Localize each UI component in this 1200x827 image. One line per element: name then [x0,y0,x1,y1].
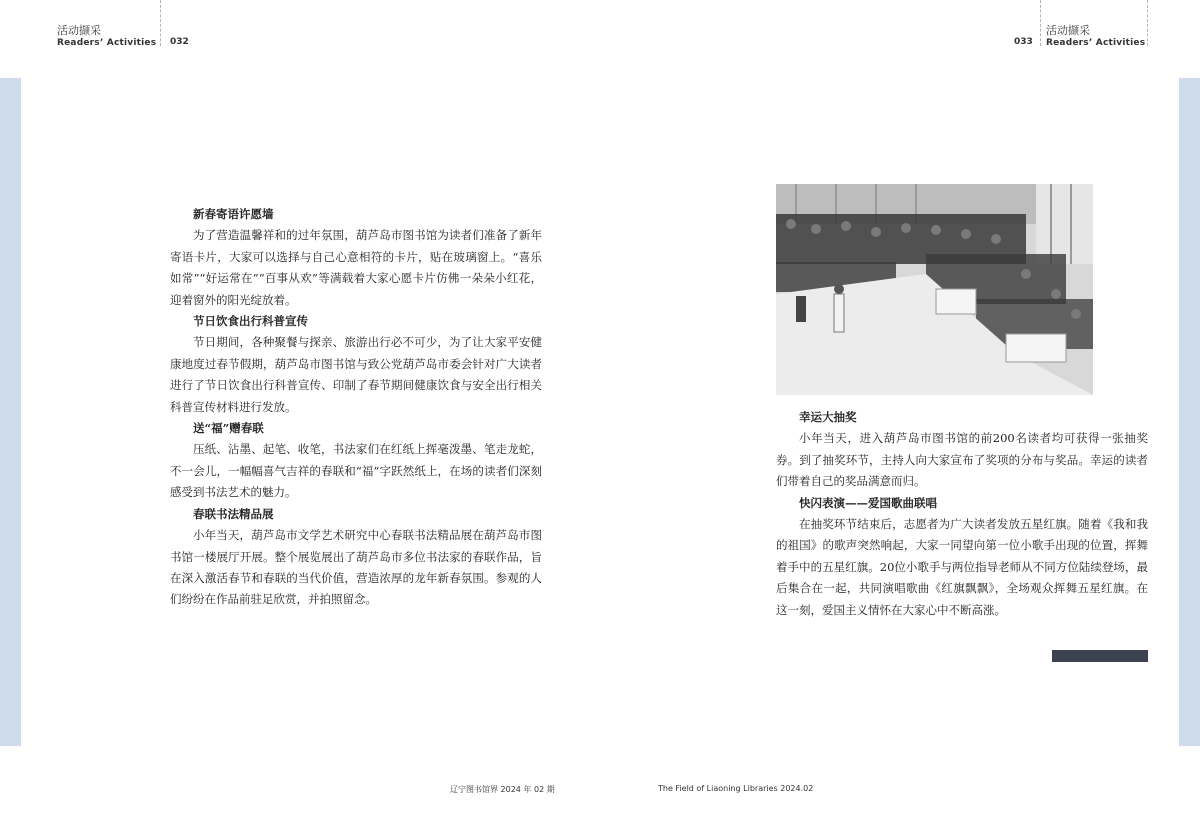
left-article-column [170,204,542,611]
header-left [57,0,156,47]
section-heading: 幸运大抽奖 [799,410,857,424]
event-photo [776,184,1093,395]
footer-right: The Field of Liaoning Libraries 2024.02 [658,784,814,793]
section-paragraph: 小年当天，进入葫芦岛市图书馆的前200名读者均可获得一张抽奖券。到了抽奖环节，主持人向大家宣布了奖项的分布与奖品。幸运的读者们带着自己的奖品满意而归。 [776,431,1148,489]
section-heading: 春联书法精品展 [193,506,274,521]
section-english: Readers’ Activities [57,38,157,48]
section-paragraph: 为了营造温馨祥和的过年氛围，葫芦岛市图书馆为读者们准备了新年寄语卡片，大家可以选择与自己心意相符的卡片，贴在玻璃窗上。“喜乐如常”“好运常在”“百事从欢”等满载着大家心愿卡片仿佛一朵朵小红花，迎着窗外的阳光绽放着。 [170,228,542,307]
section-paragraph: 压纸、沾墨、起笔、收笔，书法家们在红纸上挥毫泼墨、笔走龙蛇，不一会儿，一幅幅喜气吉祥的春联和“福”字跃然纸上，在场的读者们深刻感受到书法艺术的魅力。 [170,442,542,500]
page-number-left: 032 [170,37,189,47]
header-right [1046,0,1145,47]
section-heading: 节日饮食出行科普宣传 [193,314,308,329]
header-divider [1040,0,1041,46]
section-english: Readers’ Activities [1046,38,1146,48]
right-side-band [1179,78,1200,746]
section-paragraph: 小年当天，葫芦岛市文学艺术研究中心春联书法精品展在葫芦岛市图书馆一楼展厅开展。整个展览展出了葫芦岛市多位书法家的春联作品，旨在深入激活春节和春联的当代价值，营造浓厚的龙年新春氛围。参观的人们纷纷在作品前驻足欣赏，并拍照留念。 [170,528,542,607]
section-heading: 快闪表演——爱国歌曲联唱 [799,495,937,510]
section-category: 活动撷采 [1046,24,1090,37]
section-heading: 新春寄语许愿墙 [193,207,274,221]
page-number-right: 033 [1014,37,1033,47]
section-category: 活动撷采 [57,24,101,37]
section-paragraph: 节日期间，各种聚餐与探亲、旅游出行必不可少，为了让大家平安健康地度过春节假期，葫芦岛市图书馆与致公党葫芦岛市委会针对广大读者进行了节日饮食出行科普宣传、印制了春节期间健康饮食与安全出行相关科普宣传材料进行发放。 [170,335,542,414]
left-side-band [0,78,21,746]
section-heading: 送“福”赠春联 [193,421,264,436]
header-divider [1147,0,1148,46]
right-article-column [776,407,1148,621]
header-divider [160,0,161,46]
footer-left: 辽宁图书馆界 2024 年 02 期 [450,785,555,794]
section-paragraph: 在抽奖环节结束后，志愿者为广大读者发放五星红旗。随着《我和我的祖国》的歌声突然响起，大家一同望向第一位小歌手出现的位置，挥舞着手中的五星红旗。20位小歌手与两位指导老师从不同方位陆续登场，最后集合在一起，共同演唱歌曲《红旗飘飘》，全场观众挥舞五星红旗。在这一刻，爱国主义情怀在大家心中不断高涨。 [776,517,1148,617]
decorative-bar [1052,650,1148,662]
